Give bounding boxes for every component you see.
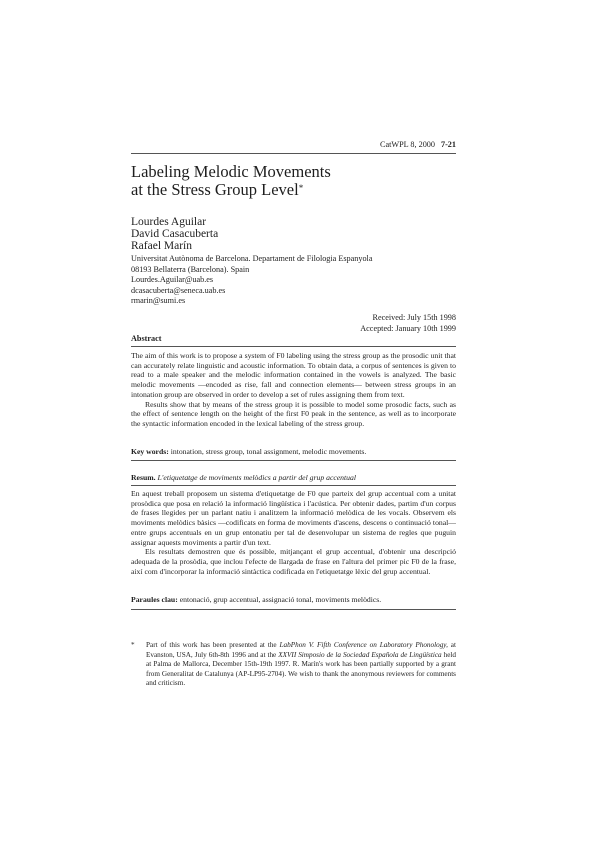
abstract-paragraph: The aim of this work is to propose a system of F0 labeling using the stress group as the prosodic unit that can accurately relate linguistic and acoustic information. To obtain data, a corpus of sentences is given to read to a male speaker and the melodic information contained in the vowels is analyzed. The basic melodic movements —encoded as rise, fall and connection elements— between stress groups in an intonation group are observed in order to develop a set of rules assigning them from text. [131,351,456,399]
abstract-keywords [131,447,456,457]
affiliation-address: 08193 Bellaterra (Barcelona). Spain [131,264,250,274]
abstract-rule-top [131,346,456,347]
resum-paragraph: En aquest treball proposem un sistema d'etiquetatge de F0 que parteix del grup accentual com a unitat prosòdica que posa en relació la informació lingüística i l'acústica. Per obtenir dades, partim d'un corpus de frases llegides per un parlant natiu i analitzem la informació melòdica de les vocals. Observem els moviments melòdics bàsics —codificats en forma de moviments d'ascens, descens o continuació tonal— entre grups accentuals en un grup entonatiu per tal de desenvolupar un sistema de regles que puguin assignar aquests moviments a partir d'un text. [131,489,456,547]
footnote-conference-name: LabPhon V. Fifth Conference on Laboratory Phonology, [279,641,448,649]
title-line-1: Labeling Melodic Movements [131,162,331,181]
abstract-rule-bottom [131,460,456,461]
footnote [131,641,456,689]
affiliation-institution: Universitat Autònoma de Barcelona. Departament de Filologia Espanyola [131,254,373,263]
page-range: 7-21 [440,140,456,149]
author-name: Rafael Marín [131,240,192,253]
footnote-text [146,641,456,689]
accepted-date: Accepted: January 10th 1999 [360,323,456,333]
keywords-label: Key words: [131,447,169,456]
footnote-text-part: Part of this work has been presented at the [146,641,280,649]
resum-paragraph: Els resultats demostren que és possible, mitjançant el grup accentual, d'obtenir una descripció adequada de la prosòdia, que inclou l'efecte de llargada de frase en l'altura del primer pic F0 de la frase, així com d'incorporar la informació sintàctica codificada en l'etiquetatge lèxic del grup accentual. [131,547,456,576]
title-line-2: at the Stress Group Level [131,180,299,199]
header-rule [131,153,456,154]
author-email: Lourdes.Aguilar@uab.es [131,275,214,285]
resum-heading [131,473,356,482]
author-email: rmarin@sumi.es [131,296,186,306]
abstract-heading: Abstract [131,334,162,343]
resum-keywords [131,595,456,605]
title-footnote-mark: * [298,183,304,193]
journal-citation: CatWPL 8, 2000 [380,140,435,149]
abstract-paragraph: Results show that by means of the stress group it is possible to model some prosodic facts, such as the effect of sentence length on the height of the first F0 peak in the sentence, as well as to incorporate the syntactic information encoded in the lexical labeling of the stress group. [131,399,456,428]
author-name: Lourdes Aguilar [131,216,207,228]
footnote-symposium-name: XXVII Simposio de la Sociedad Española de Lingüística [278,650,442,659]
resum-rule-top [131,485,456,486]
keywords-label: Paraules clau: [131,595,178,604]
author-email: dcasacuberta@seneca.uab.es [131,285,226,295]
resum-title: L'etiquetatge de moviments melòdics a partir del grup accentual [157,473,356,482]
affiliation-block [131,254,372,307]
keywords-text: entonació, grup accentual, assignació tonal, moviments melòdics. [179,595,382,604]
keywords-text: intonation, stress group, tonal assignment, melodic movements. [170,447,367,456]
resum-body [131,489,456,576]
abstract-body [131,351,456,429]
submission-dates [360,313,456,334]
footnote-mark: * [131,641,135,649]
author-name: David Casacuberta [131,228,219,241]
footnote-text-part: at Evanston, USA, July 6th-8th 1996 and at the [146,641,456,659]
footnote-text-part: held at Palma de Mallorca, December 15th-19th 1997. R. Marín's work has been partially supported by a grant from Generalitat de Catalunya (AP-LP95-2704). We wish to thank the anonymous reviewers for comments and criticism. [146,650,457,688]
received-date: Received: July 15th 1998 [372,313,456,322]
resum-label: Resum. [131,473,156,482]
resum-rule-bottom [131,609,456,610]
running-header [380,140,456,149]
article-title [131,163,331,199]
author-list [131,216,218,253]
